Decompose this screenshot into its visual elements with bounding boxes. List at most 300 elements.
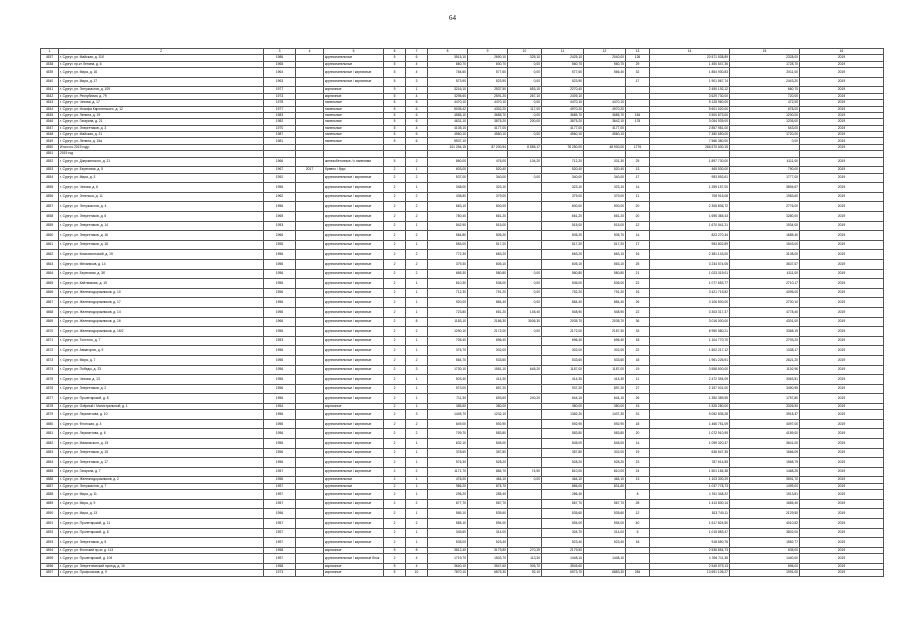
table-cell: крупнопанельные / кирпичные [324, 490, 384, 500]
table-cell: 295,20 [428, 490, 468, 500]
table-cell: 78 250,00 [542, 144, 584, 150]
table-cell [296, 570, 324, 576]
table-cell: 1503,70 [468, 554, 508, 564]
table-cell: г. Сургут, ул. Пролетарский, д. 8 [59, 394, 264, 404]
table-cell: панельные [324, 119, 384, 125]
table-cell: 1205,00 [730, 119, 800, 125]
table-cell: 1 617 824,50 [650, 519, 730, 529]
table-cell: 1956 [264, 448, 296, 458]
table-cell: 4 [406, 563, 428, 569]
table-cell [508, 499, 542, 509]
table-cell: 723,80 [428, 307, 468, 317]
table-cell: 4573 [41, 355, 59, 365]
table-cell: панельные [324, 125, 384, 131]
table-cell: 1965 [264, 61, 296, 67]
table-cell: г. Сургут, ул. Пролетарский, д. 104 [59, 554, 264, 564]
table-cell: 349,60 [428, 528, 468, 538]
table-cell: 548,90 [542, 307, 584, 317]
table-cell: 20 [626, 202, 650, 212]
table-cell: 3490,95 [730, 384, 800, 394]
column-number: 3 [264, 49, 296, 55]
table-cell: г. Сургут, ул. Озёрный / Магистральный, д. 1 [59, 403, 264, 409]
table-cell: 379,00 [584, 192, 626, 202]
table-row [41, 519, 884, 529]
table-cell: 18 [626, 355, 650, 365]
table-row [41, 375, 884, 385]
table-cell: 813 740,11 [650, 509, 730, 519]
table-cell: 22 [626, 279, 650, 289]
column-number: 16 [800, 49, 884, 55]
table-cell: 4597 [41, 570, 59, 576]
table-cell [296, 355, 324, 365]
table-cell: г. Сургут, ул. Береговая, д. 5 [59, 167, 264, 173]
table-cell: 1966 [264, 231, 296, 241]
table-cell: 3 421 715,82 [650, 288, 730, 298]
table-cell: 5 [384, 112, 406, 118]
table-cell: 305,70 [508, 563, 542, 569]
table-cell [296, 212, 324, 222]
table-row [41, 499, 884, 509]
table-cell: 1187,00 [542, 365, 584, 375]
table-cell: 2019 [800, 467, 884, 477]
table-cell: 1 103 300,29 [650, 477, 730, 483]
table-cell: 548,90 [584, 307, 626, 317]
table-cell [296, 202, 324, 212]
table-cell: г. Сургут, ул. Энергетиков, д. 14 [59, 221, 264, 231]
table-cell: 536,00 [468, 279, 508, 289]
table-cell [508, 355, 542, 365]
table-cell: 3685,70 [468, 112, 508, 118]
table-cell: 1991,00 [730, 570, 800, 576]
table-cell: 523,40 [584, 538, 626, 548]
table-cell: 4551 [41, 151, 59, 157]
table-cell: 2537,50 [468, 87, 508, 93]
table-cell: 26 [626, 298, 650, 308]
table-cell: 0,00 [508, 298, 542, 308]
table-cell [296, 317, 324, 327]
table-cell: 2 [406, 231, 428, 241]
table-cell: 884,70 [468, 467, 508, 477]
table-cell: крупнопанельные / кирпичные [324, 298, 384, 308]
table-cell: 5 [384, 132, 406, 138]
table-cell: 4 [406, 68, 428, 78]
table-cell: 2 [384, 183, 406, 193]
table-cell: 20 [626, 429, 650, 439]
table-cell: 2186,30 [468, 317, 508, 327]
table-cell: 1965 [264, 212, 296, 222]
table-cell: 2591,20 [468, 93, 508, 99]
table-cell: 1 525 280,00 [650, 403, 730, 409]
table-cell: 2710,17 [730, 279, 800, 289]
table-cell: крупнопанельные / кирпичные [324, 250, 384, 260]
table-cell: 2 [384, 509, 406, 519]
table-cell: 4546 [41, 119, 59, 125]
table-cell: крупнопанельные / кирпичные [324, 429, 384, 439]
table-cell: 1957 [264, 528, 296, 538]
table-cell: 2 [384, 317, 406, 327]
table-cell: г. Сургут, ул. Ленина, д. 19 [59, 112, 264, 118]
table-cell [296, 490, 324, 500]
table-cell: 4579 [41, 410, 59, 420]
table-cell: г. Сургут, ул. Энергетиков, д. 16 [59, 231, 264, 241]
table-cell: 4571 [41, 336, 59, 346]
table-cell: 583,00 [428, 240, 468, 250]
table-cell [296, 499, 324, 509]
table-cell: 325,10 [508, 55, 542, 61]
column-number: 15 [730, 49, 800, 55]
table-cell [296, 77, 324, 87]
table-cell: 523,40 [542, 538, 584, 548]
table-cell: 4572 [41, 346, 59, 356]
table-cell: 3358,19 [730, 327, 800, 337]
table-cell: 580,80 [584, 269, 626, 279]
table-cell: 1290,10 [428, 327, 468, 337]
table-cell [296, 307, 324, 317]
table-cell: 1956 [264, 509, 296, 519]
table-cell: г. Сургут, ул. Толстого, д. 7 [59, 336, 264, 346]
table-cell [296, 231, 324, 241]
table-cell: 1 [406, 240, 428, 250]
table-cell: 1445,70 [428, 410, 468, 420]
table-cell: 0,00 [508, 132, 542, 138]
table-cell [508, 419, 542, 429]
table-cell: 4970,20 [542, 106, 584, 112]
table-cell: 760,40 [428, 212, 468, 222]
table-cell: 693,60 [468, 394, 508, 404]
table-cell [296, 467, 324, 477]
table-cell: 2019 [800, 269, 884, 279]
table-cell: 3295,60 [428, 93, 468, 99]
table-cell: 1957 [264, 538, 296, 548]
table-cell: 2409,10 [542, 93, 584, 99]
table-row [41, 554, 884, 564]
table-cell: г. Сургут, ул. Победы, д. 23 [59, 365, 264, 375]
table-cell [508, 240, 542, 250]
table-cell: 26 [626, 394, 650, 404]
table-cell: 1 [406, 477, 428, 483]
table-cell: 787 614,55 [650, 458, 730, 468]
table-cell: 3108,00 [730, 250, 800, 260]
table-cell: 3642,10 [584, 119, 626, 125]
table-cell: 3591,70 [730, 477, 800, 483]
table-cell: 1 450 647,36 [650, 61, 730, 67]
table-cell: 3280,00 [730, 212, 800, 222]
table-row [41, 157, 884, 167]
table-cell: 1956 [264, 419, 296, 429]
table-cell: 4560 [41, 231, 59, 241]
table-cell: 2019 [800, 477, 884, 483]
table-cell: 1730,10 [428, 365, 468, 375]
table-cell: г. Сургут, ул. Энтузиастов, д. 7 [59, 483, 264, 489]
table-cell: 594,00 [542, 519, 584, 529]
table-cell [508, 259, 542, 269]
table-cell: 2 [384, 365, 406, 375]
table-cell: 1956 [264, 288, 296, 298]
table-cell: 1 [406, 167, 428, 173]
table-cell: 533,60 [584, 355, 626, 365]
table-cell: г. Сургут, ул. Республики, д. 79 [59, 93, 264, 99]
table-row [41, 419, 884, 429]
table-cell: 4105,10 [428, 125, 468, 131]
table-cell [508, 202, 542, 212]
table-cell: 266 570 630,15 [650, 144, 730, 150]
table-cell: 605,10 [542, 259, 584, 269]
table-cell: 17 [626, 173, 650, 183]
table-cell: 376,70 [428, 346, 468, 356]
table-cell: 505,70 [584, 231, 626, 241]
table-cell: 4553 [41, 167, 59, 173]
table-cell: 528,20 [468, 458, 508, 468]
table-cell: 696,40 [468, 336, 508, 346]
table-cell: 1956 [264, 355, 296, 365]
table-cell: 379,00 [542, 192, 584, 202]
table-cell: 5 [384, 68, 406, 78]
table-cell: 2019 [800, 173, 884, 183]
table-cell: 520,40 [584, 167, 626, 173]
table-cell: 1 [406, 375, 428, 385]
table-row [41, 259, 884, 269]
table-cell: 6 990 580,21 [650, 327, 730, 337]
table-cell: 560,70 [584, 61, 626, 67]
table-cell: 1 413 830,14 [650, 499, 730, 509]
column-number: 1 [41, 49, 59, 55]
table-cell: г. Сургут, ул. Энергетиков, д. 3 [59, 125, 264, 131]
table-cell: 523,40 [468, 538, 508, 548]
table-cell: 1192,96 [730, 365, 800, 375]
table-cell: 2019 [800, 519, 884, 529]
table-cell [296, 221, 324, 231]
table-row [41, 221, 884, 231]
table-cell: 3640,10 [428, 563, 468, 569]
table-cell: 2 [384, 231, 406, 241]
table-cell: 752,20 [542, 288, 584, 298]
table-cell: 16 [626, 250, 650, 260]
table-cell: 2019 [800, 119, 884, 125]
table-cell: 331,30 [584, 157, 626, 167]
table-cell: 1448,10 [542, 554, 584, 564]
table-cell: крупнопанельные / кирпичные [324, 279, 384, 289]
table-cell: 1983,60 [730, 192, 800, 202]
table-cell: 1956 [264, 394, 296, 404]
table-cell: 2019 [800, 384, 884, 394]
table-cell: 2 [384, 483, 406, 489]
table-cell: 2019 [800, 483, 884, 489]
table-cell: крупнопанельные / кирпичные [324, 519, 384, 529]
table-cell: г. Сургут, ул. Железнодорожников, д. 16 [59, 317, 264, 327]
table-cell [508, 439, 542, 449]
table-cell: 2019 [800, 307, 884, 317]
table-cell: 11 [626, 375, 650, 385]
table-cell: 592,90 [542, 419, 584, 429]
table-cell: 2 [384, 394, 406, 404]
column-number: 14 [650, 49, 730, 55]
table-cell: 605,10 [468, 259, 508, 269]
table-cell: 1543,00 [730, 240, 800, 250]
table-cell [296, 183, 324, 193]
table-row [41, 307, 884, 317]
table-cell: 1232,10 [468, 410, 508, 420]
table-cell: 4 [406, 61, 428, 67]
table-row [41, 231, 884, 241]
table-cell: 2019 [800, 87, 884, 93]
table-cell [584, 77, 626, 87]
table-cell: 2019 [800, 221, 884, 231]
table-cell: 1 854 930,83 [650, 68, 730, 78]
table-cell: 953 802,89 [650, 240, 730, 250]
table-cell: 1 [406, 279, 428, 289]
table-cell [296, 419, 324, 429]
table-cell: 2019 [800, 394, 884, 404]
table-cell: 7870,10 [428, 570, 468, 576]
table-cell: крупнопанельные / кирпичные [324, 439, 384, 449]
table-cell: 565,10 [428, 509, 468, 519]
table-cell: 1720,00 [730, 132, 800, 138]
table-cell: 323,10 [468, 183, 508, 193]
table-cell: 918 650,75 [650, 538, 730, 548]
column-number: 4 [296, 49, 324, 55]
table-cell: г. Сургут, ул. Береговая, д. 3б [59, 269, 264, 279]
table-cell: крупнопанельные / кирпичные [324, 509, 384, 519]
table-cell: 2172,00 [468, 327, 508, 337]
table-cell: 4189,00 [730, 429, 800, 439]
table-cell: г. Сургут, ул. Иосифа Каролинского, д. 12 [59, 106, 264, 112]
table-cell: 772,30 [428, 250, 468, 260]
table-cell: 505,20 [542, 231, 584, 241]
table-cell: 1957 [264, 519, 296, 529]
table-cell: 284 [626, 570, 650, 576]
table-cell: 4537 [41, 55, 59, 61]
table-cell: 1 [406, 394, 428, 404]
table-cell: 304,70 [542, 528, 584, 538]
table-cell: 2019 [800, 547, 884, 553]
table-cell: 4591 [41, 519, 59, 529]
table-cell: крупнопанельные / кирпичные [324, 240, 384, 250]
table-cell: 696,40 [584, 336, 626, 346]
table-cell: 4554 [41, 173, 59, 183]
table-cell: 5035,42 [428, 106, 468, 112]
table-cell: г. Сургут, ул. Пролетарский, д. 11 [59, 519, 264, 529]
table-cell: 2011,00 [730, 68, 800, 78]
table-cell: 3918,37 [730, 410, 800, 420]
table-cell: 4177,00 [542, 125, 584, 131]
table-cell: 2 [406, 419, 428, 429]
table-cell: 2019 [800, 375, 884, 385]
table-cell: 1468,25 [730, 467, 800, 477]
table-cell: г. Сургут, ул. Железнодорожников, д. 14 [59, 307, 264, 317]
table-cell: 4541 [41, 87, 59, 93]
table-cell: 649,00 [428, 419, 468, 429]
table-cell: 4588 [41, 490, 59, 500]
table-cell: 1 099 320,37 [650, 439, 730, 449]
table-cell: 2 [384, 173, 406, 183]
table-cell: крупнопанельные / кирпичные [324, 467, 384, 477]
table-cell: 1956 [264, 429, 296, 439]
table-cell: 2270,40 [542, 87, 584, 93]
table-cell: 0,00 [508, 112, 542, 118]
table-cell: 884,40 [468, 298, 508, 308]
table-cell: г. Сургут, ул. Мира, д. 3 [59, 173, 264, 183]
table-cell: 705,40 [428, 336, 468, 346]
table-cell: 2019 [800, 570, 884, 576]
table-cell: 2690,10 [468, 55, 508, 61]
table-cell: 1 [406, 483, 428, 489]
table-cell: 638 547,35 [650, 448, 730, 458]
table-cell [508, 336, 542, 346]
table-cell: г. Сургут, ул. Авиаторов, д. 9 [59, 346, 264, 356]
table-cell: 5 [384, 138, 406, 144]
table-cell: 1958 [264, 547, 296, 553]
table-cell: 2017 [296, 167, 324, 173]
table-cell: 583,80 [584, 429, 626, 439]
table-cell: 48 930,00 [584, 144, 626, 150]
table-cell: г. Сургут, ул. Мира, д. 16 [59, 68, 264, 78]
table-cell [296, 439, 324, 449]
table-cell: 4111,00 [730, 269, 800, 279]
table-cell: г. Сургут, ул. Энергетиков, д. 18 [59, 240, 264, 250]
table-cell: 2019 [800, 61, 884, 67]
table-cell: 2019 [800, 439, 884, 449]
table-cell: 515,00 [584, 221, 626, 231]
table-cell: 1913,81 [730, 490, 800, 500]
table-cell: 3875,20 [542, 119, 584, 125]
table-cell: 2019 [800, 403, 884, 409]
table-cell: 270,25 [508, 547, 542, 553]
table-cell: Итого по 2019 году: [59, 144, 264, 150]
table-row [41, 327, 884, 337]
table-cell: 8 [626, 490, 650, 500]
table-cell: 9 [384, 87, 406, 93]
table-cell: 4550 [41, 144, 59, 150]
table-cell: 660,70 [730, 87, 800, 93]
table-cell: 523,90 [542, 77, 584, 87]
table-cell: 2019 [800, 448, 884, 458]
table-cell: 3875,20 [468, 119, 508, 125]
column-number: 9 [468, 49, 508, 55]
table-cell: 302,00 [542, 346, 584, 356]
table-cell [508, 429, 542, 439]
table-cell: 3 629 730,00 [650, 93, 730, 99]
table-cell [296, 298, 324, 308]
table-cell: 2019 год [59, 151, 264, 157]
table-cell: 17 [626, 77, 650, 87]
table-cell: 1 104 770,70 [650, 336, 730, 346]
table-cell: 677,70 [428, 499, 468, 509]
table-cell: 1956 [264, 410, 296, 420]
table-cell: 1776 [626, 144, 650, 150]
table-cell: 4583 [41, 448, 59, 458]
table-cell: 661,20 [542, 212, 584, 222]
table-cell: бревно / брус [324, 167, 384, 173]
table-cell: 2019 [800, 202, 884, 212]
table-cell: 4560,10 [584, 132, 626, 138]
table-cell: крупнопанельные / кирпичные [324, 68, 384, 78]
table-cell: 545,00 [584, 439, 626, 449]
table-cell: 4538 [41, 61, 59, 67]
table-row [41, 68, 884, 78]
table-cell: 2019 [800, 132, 884, 138]
table-cell: 1967 [264, 167, 296, 173]
table-cell: 4558 [41, 212, 59, 222]
table-cell [296, 519, 324, 529]
table-cell: 1953 [264, 221, 296, 231]
table-row [41, 429, 884, 439]
table-cell: 2019 [800, 100, 884, 106]
table-cell: г. Сургут, ул. Чехова, д. 17 [59, 100, 264, 106]
table-cell: г. Сургут, ул. Энергетиков, д. 6 [59, 212, 264, 222]
table-cell: 16 [626, 288, 650, 298]
table-cell: крупнопанельные / кирпичные [324, 212, 384, 222]
table-cell: 1 901 567,74 [650, 77, 730, 87]
